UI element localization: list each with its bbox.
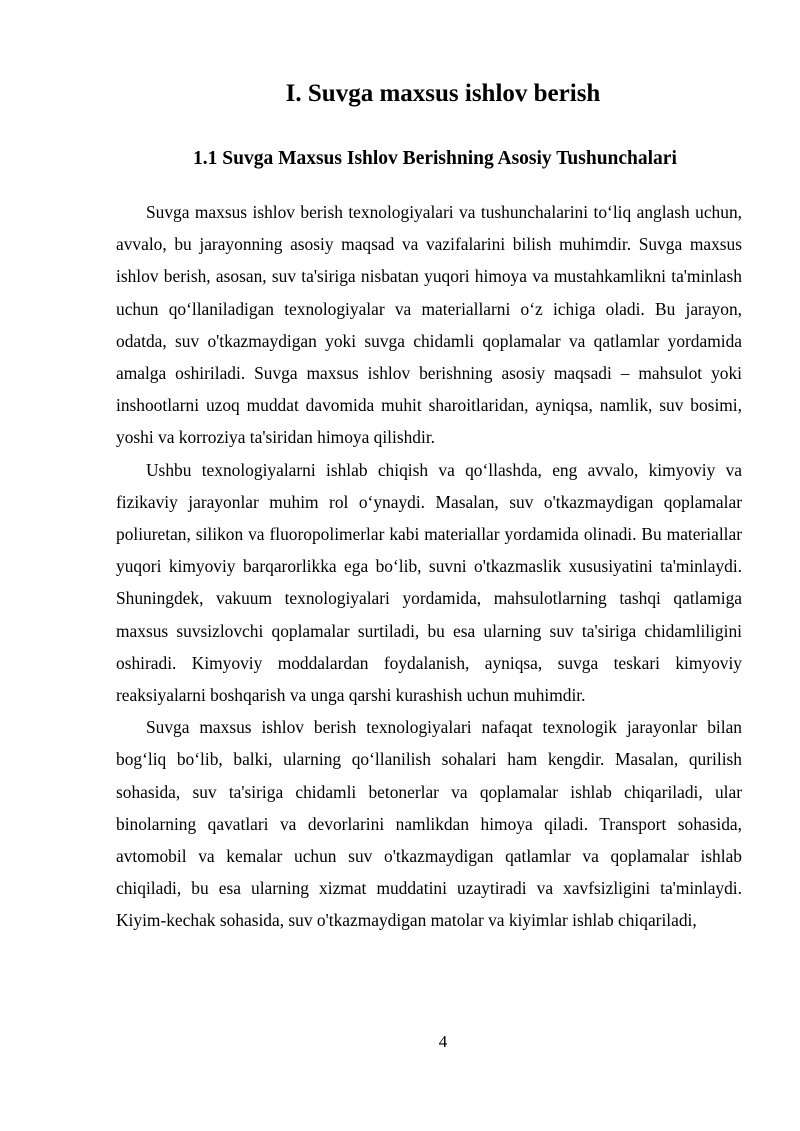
paragraph: Ushbu texnologiyalarni ishlab chiqish va qo‘llashda, eng avvalo, kimyoviy va fizikaviy jarayonlar muhim rol o‘ynaydi. Masalan, suv o'tkazmaydigan qoplamalar poliuretan, silikon va fluoropolimerlar kabi materiallar yordamida olinadi. Bu materiallar yuqori kimyoviy barqarorlikka ega bo‘lib, suvni o'tkazmaslik xususiyatini ta'minlaydi. Shuningdek, vakuum texnologiyalari yordamida, mahsulotlarning tashqi qatlamiga maxsus suvsizlovchi qoplamalar surtiladi, bu esa ularning suv ta'siriga chidamliligini oshiradi. Kimyoviy moddalardan foydalanish, ayniqsa, suvga teskari kimyoviy reaksiyalarni boshqarish va unga qarshi kurashish uchun muhimdir. xyxy=(116,459,742,706)
paragraph: Suvga maxsus ishlov berish texnologiyalari nafaqat texnologik jarayonlar bilan bog‘liq bo‘lib, balki, ularning qo‘llanilish sohalari ham kengdir. Masalan, qurilish sohasida, suv ta'siriga chidamli betonerlar va qoplamalar ishlab chiqariladi, ular binolarning qavatlari va devorlarini namlikdan himoya qiladi. Transport sohasida, avtomobil va kemalar uchun suv o'tkazmaydigan qatlamlar va qoplamalar ishlab chiqiladi, bu esa ularning xizmat muddatini uzaytiradi va xavfsizligini ta'minlaydi. Kiyim-kechak sohasida, suv o'tkazmaydigan matolar va kiyimlar ishlab chiqariladi, xyxy=(116,717,742,931)
page-number: 4 xyxy=(438,1032,448,1051)
section-title: 1.1 Suvga Maxsus Ishlov Berishning Asosiy Tushunchalari xyxy=(193,148,677,169)
chapter-title: I. Suvga maxsus ishlov berish xyxy=(285,80,601,107)
paragraph: Suvga maxsus ishlov berish texnologiyalari va tushunchalarini to‘liq anglash uchun, avvalo, bu jarayonning asosiy maqsad va vazifalarini bilish muhimdir. Suvga maxsus ishlov berish, asosan, suv ta'siriga nisbatan yuqori himoya va mustahkamlikni ta'minlash uchun qo‘llaniladigan texnologiyalar va materiallarni o‘z ichiga oladi. Bu jarayon, odatda, suv o'tkazmaydigan yoki suvga chidamli qoplamalar va qatlamlar yordamida amalga oshiriladi. Suvga maxsus ishlov berishning asosiy maqsadi – mahsulot yoki inshootlarni uzoq muddat davomida muhit sharoitlaridan, ayniqsa, namlik, suv bosimi, yoshi va korroziya ta'siridan himoya qilishdir. xyxy=(116,202,742,448)
body-text xyxy=(116,196,742,937)
